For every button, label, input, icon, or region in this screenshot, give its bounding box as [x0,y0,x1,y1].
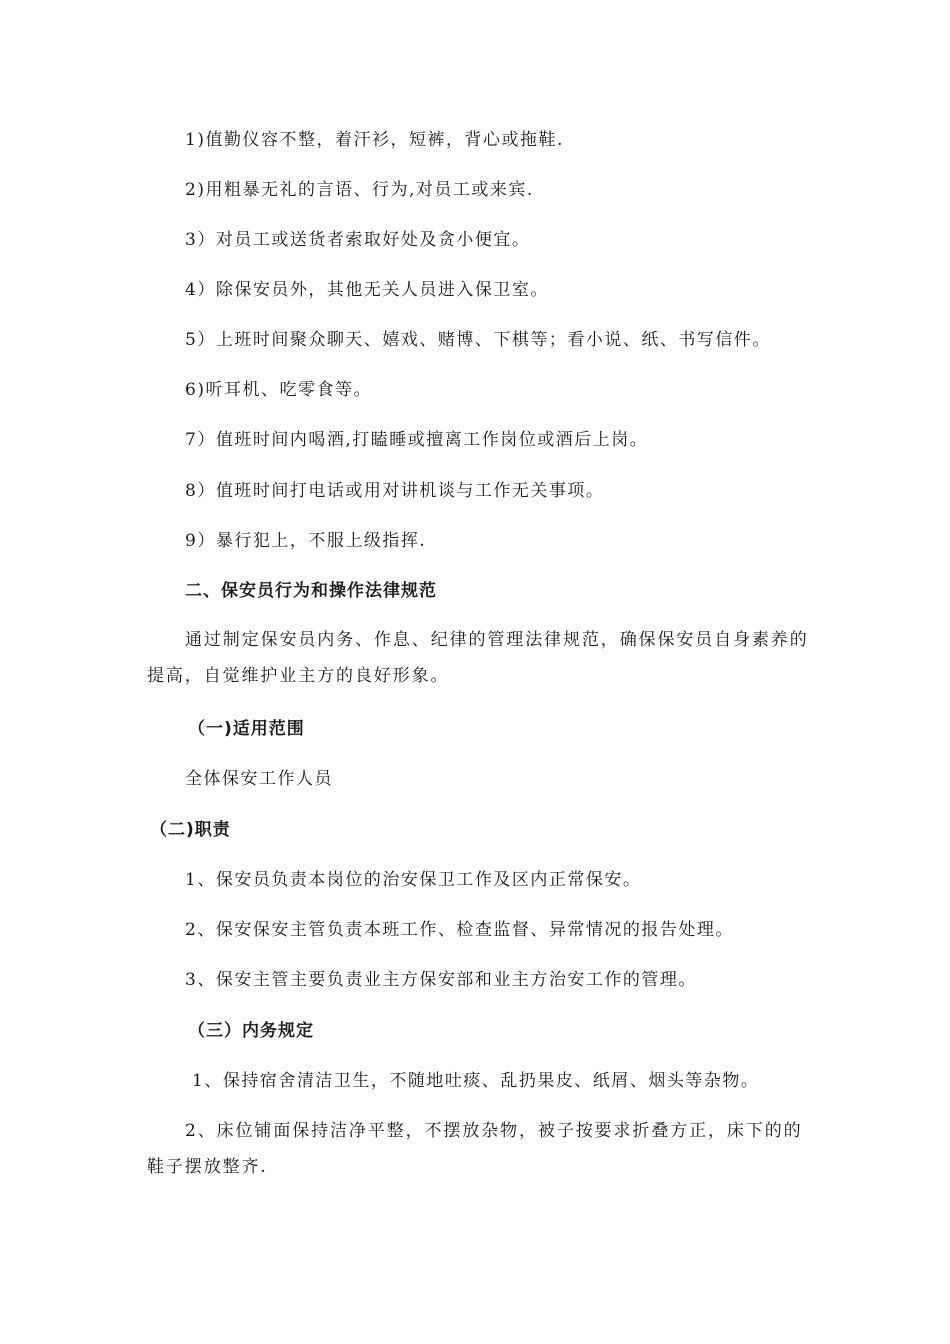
list-item: 3、保安主管主要负责业主方保安部和业主方治安工作的管理。 [185,970,697,990]
list-item: 6)听耳机、吃零食等。 [185,380,372,400]
internal-heading: （三）内务规定 [188,1021,314,1041]
list-item: 4）除保安员外，其他无关人员进入保卫室。 [185,280,549,300]
list-item: 8）值班时间打电话或用对讲机谈与工作无关事项。 [185,481,605,501]
list-item: 9）暴行犯上，不服上级指挥. [185,531,427,551]
list-item: 1)值勤仪容不整，着汗衫，短裤，背心或拖鞋. [185,130,564,150]
duty-heading: （二)职责 [150,820,231,840]
section-heading: 二、保安员行为和操作法律规范 [185,581,437,601]
scope-text: 全体保安工作人员 [185,769,333,789]
list-item: 3）对员工或送货者索取好处及贪小便宜。 [185,230,531,250]
list-item: 1、保安员负责本岗位的治安保卫工作及区内正常保安。 [185,870,642,890]
list-item: 2、保安保安主管负责本班工作、检查监督、异常情况的报告处理。 [185,920,734,940]
list-item: 7）值班时间内喝酒,打瞌睡或擅离工作岗位或酒后上岗。 [185,430,649,450]
list-item: 5）上班时间聚众聊天、嬉戏、赌博、下棋等；看小说、纸、书写信件。 [185,330,771,350]
list-item: 1、保持宿舍清洁卫生，不随地吐痰、乱扔果皮、纸屑、烟头等杂物。 [192,1071,760,1091]
list-item: 2)用粗暴无礼的言语、行为,对员工或来宾. [185,180,534,200]
section-intro-paragraph: 通过制定保安员内务、作息、纪律的管理法律规范，确保保安员自身素养的提高，自觉维护业主方的良好形象。 [147,630,809,686]
scope-heading: （一)适用范围 [188,719,305,739]
list-item: 2、床位铺面保持洁净平整，不摆放杂物，被子按要求折叠方正，床下的的鞋子摆放整齐. [147,1121,803,1177]
